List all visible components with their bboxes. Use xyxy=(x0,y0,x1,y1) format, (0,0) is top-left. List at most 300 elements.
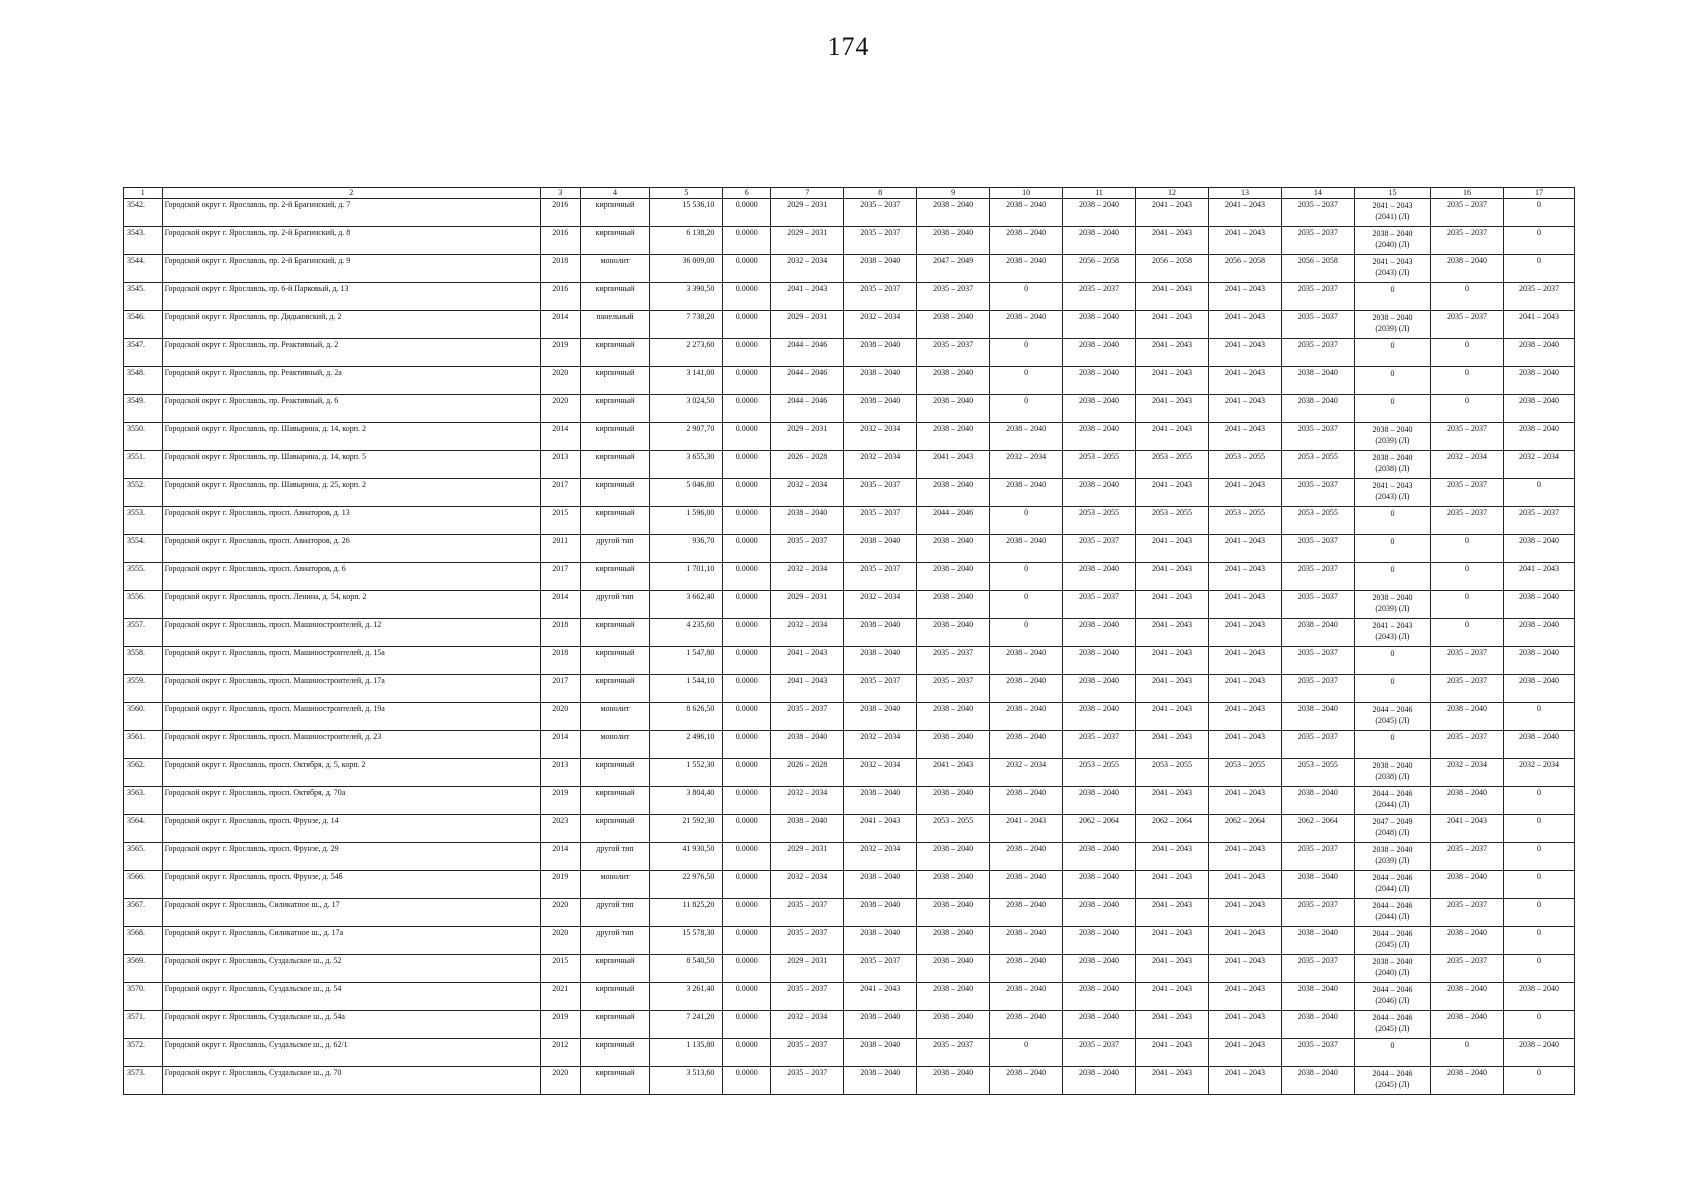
cell-c9: 2035 – 2037 xyxy=(917,675,990,703)
cell-c15b: (2039) (Л) xyxy=(1375,324,1410,333)
cell-c11: 2038 – 2040 xyxy=(1063,787,1136,815)
table-row xyxy=(124,1067,1575,1095)
cell-year: 2021 xyxy=(540,983,580,1011)
cell-v6: 0.0000 xyxy=(723,703,771,731)
cell-c15a: 0 xyxy=(1390,565,1395,574)
cell-c11: 2038 – 2040 xyxy=(1063,927,1136,955)
cell-c12: 2041 – 2043 xyxy=(1136,479,1209,507)
cell-year: 2012 xyxy=(540,1039,580,1067)
cell-c12: 2053 – 2055 xyxy=(1136,507,1209,535)
cell-c10: 0 xyxy=(990,619,1063,647)
cell-num: 3549. xyxy=(124,395,163,423)
cell-addr: Городской округ г. Ярославль, пр. 2-й Брагинский, д. 7 xyxy=(162,199,540,227)
cell-c13: 2056 – 2058 xyxy=(1208,255,1281,283)
cell-c14: 2035 – 2037 xyxy=(1281,675,1354,703)
cell-c8: 2035 – 2037 xyxy=(844,955,917,983)
cell-c16: 0 xyxy=(1430,283,1503,311)
cell-c16: 0 xyxy=(1430,591,1503,619)
cell-num: 3562. xyxy=(124,759,163,787)
cell-c11: 2062 – 2064 xyxy=(1063,815,1136,843)
cell-c8: 2032 – 2034 xyxy=(844,591,917,619)
cell-c16: 2038 – 2040 xyxy=(1430,871,1503,899)
cell-c14: 2038 – 2040 xyxy=(1281,367,1354,395)
cell-num: 3552. xyxy=(124,479,163,507)
cell-c7: 2041 – 2043 xyxy=(771,283,844,311)
cell-c15a: 2041 – 2043 xyxy=(1372,201,1413,210)
cell-c8: 2041 – 2043 xyxy=(844,983,917,1011)
cell-c8: 2038 – 2040 xyxy=(844,899,917,927)
cell-year: 2015 xyxy=(540,507,580,535)
cell-v6: 0.0000 xyxy=(723,871,771,899)
cell-num: 3551. xyxy=(124,451,163,479)
cell-c12: 2041 – 2043 xyxy=(1136,843,1209,871)
cell-addr: Городской округ г. Ярославль, пр. Шавырина, д. 14, корп. 5 xyxy=(162,451,540,479)
cell-c11: 2038 – 2040 xyxy=(1063,367,1136,395)
cell-c15a: 2044 – 2046 xyxy=(1372,705,1413,714)
cell-c11: 2035 – 2037 xyxy=(1063,283,1136,311)
cell-c15 xyxy=(1354,983,1430,1011)
cell-c7: 2032 – 2034 xyxy=(771,255,844,283)
cell-c13: 2041 – 2043 xyxy=(1208,199,1281,227)
cell-c13: 2041 – 2043 xyxy=(1208,591,1281,619)
cell-addr: Городской округ г. Ярославль, просп. Октября, д. 70а xyxy=(162,787,540,815)
cell-c7: 2026 – 2028 xyxy=(771,759,844,787)
cell-c7: 2041 – 2043 xyxy=(771,675,844,703)
cell-num: 3557. xyxy=(124,619,163,647)
cell-material: другой тип xyxy=(580,591,650,619)
cell-year: 2013 xyxy=(540,759,580,787)
cell-c14: 2038 – 2040 xyxy=(1281,787,1354,815)
cell-c12: 2041 – 2043 xyxy=(1136,395,1209,423)
cell-c15 xyxy=(1354,199,1430,227)
cell-c14: 2062 – 2064 xyxy=(1281,815,1354,843)
cell-c11: 2038 – 2040 xyxy=(1063,647,1136,675)
cell-c7: 2029 – 2031 xyxy=(771,955,844,983)
cell-c8: 2032 – 2034 xyxy=(844,843,917,871)
cell-material: другой тип xyxy=(580,899,650,927)
cell-c15b: (2038) (Л) xyxy=(1375,464,1410,473)
cell-c13: 2041 – 2043 xyxy=(1208,787,1281,815)
cell-c13: 2041 – 2043 xyxy=(1208,843,1281,871)
cell-year: 2011 xyxy=(540,535,580,563)
column-header: 9 xyxy=(917,188,990,199)
cell-c7: 2035 – 2037 xyxy=(771,1067,844,1095)
cell-c15 xyxy=(1354,899,1430,927)
cell-v6: 0.0000 xyxy=(723,983,771,1011)
cell-c9: 2038 – 2040 xyxy=(917,535,990,563)
cell-c13: 2041 – 2043 xyxy=(1208,675,1281,703)
cell-c13: 2041 – 2043 xyxy=(1208,1039,1281,1067)
cell-c17: 2038 – 2040 xyxy=(1503,535,1574,563)
cell-material: кирпичный xyxy=(580,283,650,311)
cell-area: 5 046,80 xyxy=(650,479,723,507)
table-row xyxy=(124,451,1575,479)
cell-c13: 2041 – 2043 xyxy=(1208,227,1281,255)
cell-c15a: 0 xyxy=(1390,649,1395,658)
cell-year: 2016 xyxy=(540,227,580,255)
cell-year: 2019 xyxy=(540,339,580,367)
cell-c15a: 2041 – 2043 xyxy=(1372,481,1413,490)
cell-c15 xyxy=(1354,843,1430,871)
cell-c9: 2038 – 2040 xyxy=(917,395,990,423)
table-row xyxy=(124,619,1575,647)
cell-c9: 2038 – 2040 xyxy=(917,1067,990,1095)
cell-c9: 2038 – 2040 xyxy=(917,927,990,955)
cell-c17: 0 xyxy=(1503,255,1574,283)
cell-material: монолит xyxy=(580,871,650,899)
cell-area: 22 976,50 xyxy=(650,871,723,899)
cell-year: 2018 xyxy=(540,619,580,647)
cell-year: 2014 xyxy=(540,423,580,451)
table-row xyxy=(124,759,1575,787)
cell-addr: Городской округ г. Ярославль, пр. 2-й Брагинский, д. 9 xyxy=(162,255,540,283)
cell-c10: 2032 – 2034 xyxy=(990,759,1063,787)
cell-c15b: (2040) (Л) xyxy=(1375,968,1410,977)
cell-c11: 2038 – 2040 xyxy=(1063,199,1136,227)
cell-v6: 0.0000 xyxy=(723,311,771,339)
cell-c15a: 2044 – 2046 xyxy=(1372,873,1413,882)
cell-c16: 2032 – 2034 xyxy=(1430,759,1503,787)
cell-c15 xyxy=(1354,1067,1430,1095)
cell-c13: 2053 – 2055 xyxy=(1208,451,1281,479)
cell-area: 7 241,20 xyxy=(650,1011,723,1039)
cell-c11: 2056 – 2058 xyxy=(1063,255,1136,283)
cell-c17: 2038 – 2040 xyxy=(1503,983,1574,1011)
cell-c8: 2032 – 2034 xyxy=(844,731,917,759)
cell-v6: 0.0000 xyxy=(723,507,771,535)
cell-c10: 0 xyxy=(990,283,1063,311)
cell-c9: 2044 – 2046 xyxy=(917,507,990,535)
cell-c10: 2038 – 2040 xyxy=(990,479,1063,507)
cell-c14: 2035 – 2037 xyxy=(1281,227,1354,255)
cell-c9: 2038 – 2040 xyxy=(917,311,990,339)
cell-c10: 2038 – 2040 xyxy=(990,199,1063,227)
cell-area: 36 009,00 xyxy=(650,255,723,283)
cell-num: 3560. xyxy=(124,703,163,731)
cell-area: 3 655,30 xyxy=(650,451,723,479)
cell-c15 xyxy=(1354,451,1430,479)
cell-addr: Городской округ г. Ярославль, Суздальское ш., д. 52 xyxy=(162,955,540,983)
cell-material: кирпичный xyxy=(580,339,650,367)
cell-material: монолит xyxy=(580,255,650,283)
cell-c12: 2041 – 2043 xyxy=(1136,787,1209,815)
cell-c13: 2041 – 2043 xyxy=(1208,563,1281,591)
cell-c13: 2041 – 2043 xyxy=(1208,395,1281,423)
cell-c15 xyxy=(1354,731,1430,759)
cell-c12: 2053 – 2055 xyxy=(1136,759,1209,787)
cell-c15a: 0 xyxy=(1390,285,1395,294)
cell-c15a: 2044 – 2046 xyxy=(1372,929,1413,938)
cell-c10: 0 xyxy=(990,507,1063,535)
cell-area: 3 141,00 xyxy=(650,367,723,395)
cell-c15 xyxy=(1354,955,1430,983)
cell-c17: 0 xyxy=(1503,955,1574,983)
cell-c12: 2041 – 2043 xyxy=(1136,199,1209,227)
cell-c11: 2035 – 2037 xyxy=(1063,535,1136,563)
cell-num: 3567. xyxy=(124,899,163,927)
cell-num: 3566. xyxy=(124,871,163,899)
cell-num: 3569. xyxy=(124,955,163,983)
cell-area: 2 907,70 xyxy=(650,423,723,451)
cell-c17: 2041 – 2043 xyxy=(1503,311,1574,339)
column-header: 7 xyxy=(771,188,844,199)
cell-area: 1 135,80 xyxy=(650,1039,723,1067)
cell-c17: 2038 – 2040 xyxy=(1503,395,1574,423)
cell-num: 3568. xyxy=(124,927,163,955)
cell-c9: 2038 – 2040 xyxy=(917,955,990,983)
table-row xyxy=(124,563,1575,591)
cell-material: монолит xyxy=(580,731,650,759)
cell-c12: 2053 – 2055 xyxy=(1136,451,1209,479)
cell-c15a: 2047 – 2049 xyxy=(1372,817,1413,826)
cell-c8: 2032 – 2034 xyxy=(844,423,917,451)
cell-c15a: 2038 – 2040 xyxy=(1372,313,1413,322)
table-row xyxy=(124,647,1575,675)
cell-c16: 2035 – 2037 xyxy=(1430,227,1503,255)
column-header: 10 xyxy=(990,188,1063,199)
cell-material: кирпичный xyxy=(580,759,650,787)
cell-material: кирпичный xyxy=(580,423,650,451)
cell-c17: 0 xyxy=(1503,899,1574,927)
cell-c15 xyxy=(1354,423,1430,451)
cell-c16: 2038 – 2040 xyxy=(1430,927,1503,955)
table-row xyxy=(124,675,1575,703)
table-row xyxy=(124,283,1575,311)
cell-c7: 2026 – 2028 xyxy=(771,451,844,479)
cell-addr: Городской округ г. Ярославль, просп. Фрунзе, д. 29 xyxy=(162,843,540,871)
table-row xyxy=(124,731,1575,759)
table-row xyxy=(124,899,1575,927)
cell-c7: 2041 – 2043 xyxy=(771,647,844,675)
cell-c15 xyxy=(1354,339,1430,367)
cell-material: кирпичный xyxy=(580,1067,650,1095)
cell-addr: Городской округ г. Ярославль, просп. Машиностроителей, д. 12 xyxy=(162,619,540,647)
cell-c15a: 2044 – 2046 xyxy=(1372,789,1413,798)
cell-c15a: 0 xyxy=(1390,537,1395,546)
table-row xyxy=(124,507,1575,535)
cell-c15b: (2046) (Л) xyxy=(1375,996,1410,1005)
cell-c15a: 0 xyxy=(1390,369,1395,378)
cell-year: 2015 xyxy=(540,955,580,983)
cell-c17: 2038 – 2040 xyxy=(1503,675,1574,703)
cell-c7: 2044 – 2046 xyxy=(771,395,844,423)
cell-c15a: 2041 – 2043 xyxy=(1372,621,1413,630)
cell-c13: 2041 – 2043 xyxy=(1208,899,1281,927)
cell-c10: 2038 – 2040 xyxy=(990,1067,1063,1095)
cell-addr: Городской округ г. Ярославль, пр. Дядьковский, д. 2 xyxy=(162,311,540,339)
cell-area: 6 138,20 xyxy=(650,227,723,255)
cell-c7: 2035 – 2037 xyxy=(771,535,844,563)
cell-c16: 2038 – 2040 xyxy=(1430,1067,1503,1095)
cell-material: кирпичный xyxy=(580,815,650,843)
cell-c8: 2032 – 2034 xyxy=(844,759,917,787)
cell-num: 3547. xyxy=(124,339,163,367)
cell-addr: Городской округ г. Ярославль, пр. Шавырина, д. 25, корп. 2 xyxy=(162,479,540,507)
cell-area: 11 825,20 xyxy=(650,899,723,927)
cell-area: 3 261,40 xyxy=(650,983,723,1011)
cell-c16: 0 xyxy=(1430,619,1503,647)
cell-c9: 2038 – 2040 xyxy=(917,227,990,255)
cell-c17: 0 xyxy=(1503,843,1574,871)
cell-material: кирпичный xyxy=(580,983,650,1011)
cell-c9: 2038 – 2040 xyxy=(917,843,990,871)
page-number: 174 xyxy=(827,32,870,61)
table-body xyxy=(124,199,1575,1095)
cell-c15 xyxy=(1354,815,1430,843)
cell-c13: 2053 – 2055 xyxy=(1208,759,1281,787)
cell-v6: 0.0000 xyxy=(723,255,771,283)
column-header: 11 xyxy=(1063,188,1136,199)
cell-c12: 2041 – 2043 xyxy=(1136,423,1209,451)
cell-c15b: (2044) (Л) xyxy=(1375,884,1410,893)
cell-c13: 2041 – 2043 xyxy=(1208,339,1281,367)
cell-c11: 2053 – 2055 xyxy=(1063,451,1136,479)
cell-addr: Городской округ г. Ярославль, пр. 2-й Брагинский, д. 8 xyxy=(162,227,540,255)
cell-area: 3 513,60 xyxy=(650,1067,723,1095)
cell-c16: 2035 – 2037 xyxy=(1430,507,1503,535)
column-header: 17 xyxy=(1503,188,1574,199)
cell-c15b: (2039) (Л) xyxy=(1375,856,1410,865)
cell-addr: Городской округ г. Ярославль, просп. Фрунзе, д. 54б xyxy=(162,871,540,899)
cell-c12: 2062 – 2064 xyxy=(1136,815,1209,843)
cell-c10: 2038 – 2040 xyxy=(990,787,1063,815)
cell-material: другой тип xyxy=(580,927,650,955)
cell-c17: 0 xyxy=(1503,927,1574,955)
cell-c12: 2041 – 2043 xyxy=(1136,283,1209,311)
cell-addr: Городской округ г. Ярославль, Суздальское ш., д. 70 xyxy=(162,1067,540,1095)
cell-material: кирпичный xyxy=(580,451,650,479)
cell-c14: 2038 – 2040 xyxy=(1281,871,1354,899)
cell-c8: 2041 – 2043 xyxy=(844,815,917,843)
cell-c14: 2038 – 2040 xyxy=(1281,1011,1354,1039)
cell-c16: 2038 – 2040 xyxy=(1430,983,1503,1011)
cell-c14: 2035 – 2037 xyxy=(1281,339,1354,367)
cell-c7: 2038 – 2040 xyxy=(771,815,844,843)
cell-c7: 2044 – 2046 xyxy=(771,339,844,367)
cell-c9: 2053 – 2055 xyxy=(917,815,990,843)
cell-c16: 0 xyxy=(1430,395,1503,423)
cell-c8: 2038 – 2040 xyxy=(844,255,917,283)
cell-c10: 2038 – 2040 xyxy=(990,955,1063,983)
cell-material: кирпичный xyxy=(580,675,650,703)
cell-v6: 0.0000 xyxy=(723,367,771,395)
cell-c13: 2041 – 2043 xyxy=(1208,367,1281,395)
column-header: 3 xyxy=(540,188,580,199)
cell-c8: 2032 – 2034 xyxy=(844,451,917,479)
cell-c8: 2038 – 2040 xyxy=(844,619,917,647)
cell-c15a: 0 xyxy=(1390,341,1395,350)
cell-v6: 0.0000 xyxy=(723,731,771,759)
cell-year: 2014 xyxy=(540,731,580,759)
cell-c15b: (2041) (Л) xyxy=(1375,212,1410,221)
cell-c8: 2038 – 2040 xyxy=(844,871,917,899)
cell-c15 xyxy=(1354,619,1430,647)
cell-c7: 2029 – 2031 xyxy=(771,227,844,255)
cell-c7: 2035 – 2037 xyxy=(771,927,844,955)
cell-c10: 2038 – 2040 xyxy=(990,731,1063,759)
cell-year: 2014 xyxy=(540,591,580,619)
cell-c17: 2038 – 2040 xyxy=(1503,619,1574,647)
cell-c12: 2041 – 2043 xyxy=(1136,339,1209,367)
cell-material: кирпичный xyxy=(580,199,650,227)
cell-c14: 2053 – 2055 xyxy=(1281,451,1354,479)
column-header: 1 xyxy=(124,188,163,199)
cell-c15a: 2044 – 2046 xyxy=(1372,1013,1413,1022)
cell-c13: 2041 – 2043 xyxy=(1208,479,1281,507)
cell-c15 xyxy=(1354,283,1430,311)
cell-c15b: (2045) (Л) xyxy=(1375,940,1410,949)
cell-c7: 2029 – 2031 xyxy=(771,423,844,451)
cell-addr: Городской округ г. Ярославль, просп. Ленина, д. 54, корп. 2 xyxy=(162,591,540,619)
cell-c8: 2038 – 2040 xyxy=(844,1039,917,1067)
cell-c12: 2041 – 2043 xyxy=(1136,311,1209,339)
cell-c10: 2038 – 2040 xyxy=(990,927,1063,955)
cell-c17: 2035 – 2037 xyxy=(1503,283,1574,311)
cell-c7: 2035 – 2037 xyxy=(771,899,844,927)
cell-c15a: 2038 – 2040 xyxy=(1372,229,1413,238)
cell-material: кирпичный xyxy=(580,1011,650,1039)
cell-area: 2 273,60 xyxy=(650,339,723,367)
cell-c17: 0 xyxy=(1503,1011,1574,1039)
cell-c7: 2029 – 2031 xyxy=(771,199,844,227)
cell-num: 3559. xyxy=(124,675,163,703)
housing-repair-table xyxy=(123,187,1575,1095)
cell-c9: 2035 – 2037 xyxy=(917,283,990,311)
cell-c8: 2038 – 2040 xyxy=(844,395,917,423)
cell-c7: 2038 – 2040 xyxy=(771,731,844,759)
cell-c13: 2041 – 2043 xyxy=(1208,283,1281,311)
cell-c12: 2041 – 2043 xyxy=(1136,927,1209,955)
cell-c7: 2029 – 2031 xyxy=(771,591,844,619)
cell-c13: 2041 – 2043 xyxy=(1208,423,1281,451)
cell-year: 2016 xyxy=(540,199,580,227)
cell-c13: 2041 – 2043 xyxy=(1208,1067,1281,1095)
cell-c12: 2056 – 2058 xyxy=(1136,255,1209,283)
column-header: 2 xyxy=(162,188,540,199)
cell-year: 2017 xyxy=(540,479,580,507)
cell-v6: 0.0000 xyxy=(723,759,771,787)
cell-c17: 0 xyxy=(1503,787,1574,815)
cell-c15 xyxy=(1354,563,1430,591)
cell-c9: 2047 – 2049 xyxy=(917,255,990,283)
cell-c14: 2038 – 2040 xyxy=(1281,983,1354,1011)
cell-c10: 0 xyxy=(990,1039,1063,1067)
column-header: 12 xyxy=(1136,188,1209,199)
cell-c15b: (2045) (Л) xyxy=(1375,1080,1410,1089)
cell-num: 3558. xyxy=(124,647,163,675)
cell-material: кирпичный xyxy=(580,395,650,423)
cell-c16: 2035 – 2037 xyxy=(1430,675,1503,703)
cell-c15 xyxy=(1354,927,1430,955)
cell-c15a: 2044 – 2046 xyxy=(1372,985,1413,994)
table-row xyxy=(124,227,1575,255)
cell-v6: 0.0000 xyxy=(723,955,771,983)
cell-c15a: 0 xyxy=(1390,509,1395,518)
cell-c15b: (2043) (Л) xyxy=(1375,492,1410,501)
cell-c12: 2041 – 2043 xyxy=(1136,647,1209,675)
cell-addr: Городской округ г. Ярославль, просп. Фрунзе, д. 14 xyxy=(162,815,540,843)
cell-c9: 2041 – 2043 xyxy=(917,451,990,479)
cell-c7: 2032 – 2034 xyxy=(771,479,844,507)
cell-num: 3564. xyxy=(124,815,163,843)
cell-c9: 2041 – 2043 xyxy=(917,759,990,787)
cell-c10: 2038 – 2040 xyxy=(990,227,1063,255)
cell-addr: Городской округ г. Ярославль, пр. Реактивный, д. 2 xyxy=(162,339,540,367)
cell-c17: 2038 – 2040 xyxy=(1503,339,1574,367)
cell-c10: 2038 – 2040 xyxy=(990,535,1063,563)
cell-c10: 2038 – 2040 xyxy=(990,675,1063,703)
cell-v6: 0.0000 xyxy=(723,395,771,423)
